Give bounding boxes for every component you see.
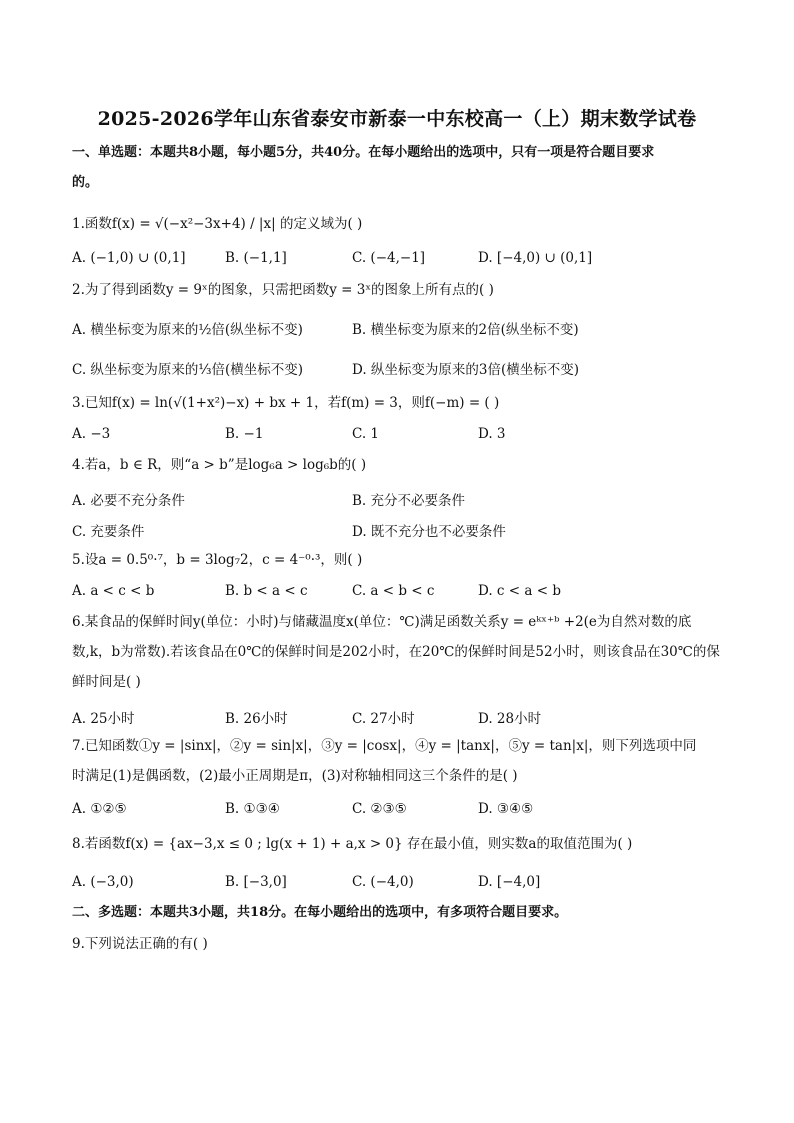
section-1-heading: 一、单选题： xyxy=(72,145,151,160)
question-6-option-c: C. 27小时 xyxy=(352,711,415,727)
question-6-option-d: D. 28小时 xyxy=(478,711,542,727)
question-1-stem: 1.函数f(x) = √(−x²−3x+4) / |x| 的定义域为( ) xyxy=(72,216,363,232)
question-6-stem-line2: 数,k，b为常数).若该食品在0℃的保鲜时间是202小时，在20℃的保鲜时间是52小时，则该食品在30℃的保 xyxy=(72,644,720,660)
question-5-option-b: B. b < a < c xyxy=(225,583,308,599)
question-1-option-c: C. (−4,−1] xyxy=(352,250,426,266)
question-6-option-a: A. 25小时 xyxy=(72,711,135,727)
question-2-option-a: A. 横坐标变为原来的½倍(纵坐标不变) xyxy=(72,322,303,338)
question-6-stem xyxy=(72,607,722,697)
question-5-option-c: C. a < b < c xyxy=(352,583,435,599)
question-1-option-a: A. (−1,0) ∪ (0,1] xyxy=(72,250,186,266)
question-8-option-b: B. [−3,0] xyxy=(225,874,287,890)
section-2-header xyxy=(72,898,722,928)
section-1-header xyxy=(72,138,722,198)
section-1-desc-line1: 本题共8小题，每小题5分，共40分。在每小题给出的选项中，只有一项是符合题目要求 xyxy=(150,145,655,160)
section-1-desc-line2: 的。 xyxy=(72,175,99,190)
question-7-option-d: D. ③④⑤ xyxy=(478,801,534,817)
question-2-stem: 2.为了得到函数y = 9ˣ的图象，只需把函数y = 3ˣ的图象上所有点的( ) xyxy=(72,282,494,298)
question-3-option-c: C. 1 xyxy=(352,426,380,442)
question-5-option-d: D. c < a < b xyxy=(478,583,561,599)
question-3-stem: 3.已知f(x) = ln(√(1+x²)−x) + bx + 1，若f(m) = 3，则f(−m) = ( ) xyxy=(72,395,500,411)
section-2-heading: 二、多选题： xyxy=(72,905,151,920)
question-1-option-d: D. [−4,0) ∪ (0,1] xyxy=(478,250,593,266)
question-5-stem: 5.设a = 0.5⁰·⁷，b = 3log₇2，c = 4⁻⁰·³，则( ) xyxy=(72,552,363,568)
question-4-option-d: D. 既不充分也不必要条件 xyxy=(352,524,506,540)
question-9-stem: 9.下列说法正确的有( ) xyxy=(72,936,208,952)
question-4-option-a: A. 必要不充分条件 xyxy=(72,493,185,509)
question-6-stem-line1: 6.某食品的保鲜时间y(单位：小时)与储藏温度x(单位：℃)满足函数关系y = eᵏˣ⁺ᵇ +2(e为自然对数的底 xyxy=(72,614,692,630)
question-2-option-c: C. 纵坐标变为原来的⅓倍(横坐标不变) xyxy=(72,362,304,378)
question-6-stem-line3: 鲜时间是( ) xyxy=(72,674,141,690)
question-6-option-b: B. 26小时 xyxy=(225,711,288,727)
question-4-option-c: C. 充要条件 xyxy=(72,524,145,540)
page-title: 2025-2026学年山东省泰安市新泰一中东校高一（上）期末数学试卷 xyxy=(97,108,697,130)
question-7-stem-line2: 时满足(1)是偶函数，(2)最小正周期是π，(3)对称轴相同这三个条件的是( ) xyxy=(72,768,518,784)
question-2-option-d: D. 纵坐标变为原来的3倍(横坐标不变) xyxy=(352,362,580,378)
question-7-option-b: B. ①③④ xyxy=(225,801,280,817)
section-2-desc: 本题共3小题，共18分。在每小题给出的选项中，有多项符合题目要求。 xyxy=(150,905,568,920)
question-8-option-c: C. (−4,0) xyxy=(352,874,414,890)
question-7-option-a: A. ①②⑤ xyxy=(72,801,127,817)
question-8-option-d: D. [−4,0] xyxy=(478,874,541,890)
question-7-stem xyxy=(72,731,722,791)
question-2-option-b: B. 横坐标变为原来的2倍(纵坐标不变) xyxy=(352,322,579,338)
question-4-stem: 4.若a，b ∈ R，则“a > b”是log₆a > log₆b的( ) xyxy=(72,457,367,473)
question-7-option-c: C. ②③⑤ xyxy=(352,801,407,817)
question-7-stem-line1: 7.已知函数①y = |sinx|，②y = sin|x|，③y = |cosx|，④y = |tanx|，⑤y = tan|x|，则下列选项中同 xyxy=(72,738,697,754)
question-8-option-a: A. (−3,0) xyxy=(72,874,134,890)
question-8-stem: 8.若函数f(x) = {ax−3,x ≤ 0 ; lg(x + 1) + a,x > 0} 存在最小值，则实数a的取值范围为( ) xyxy=(72,836,633,852)
question-1-option-b: B. (−1,1] xyxy=(225,250,287,266)
question-3-option-b: B. −1 xyxy=(225,426,264,442)
question-4-option-b: B. 充分不必要条件 xyxy=(352,493,466,509)
question-3-option-a: A. −3 xyxy=(72,426,111,442)
question-3-option-d: D. 3 xyxy=(478,426,506,442)
question-5-option-a: A. a < c < b xyxy=(72,583,155,599)
